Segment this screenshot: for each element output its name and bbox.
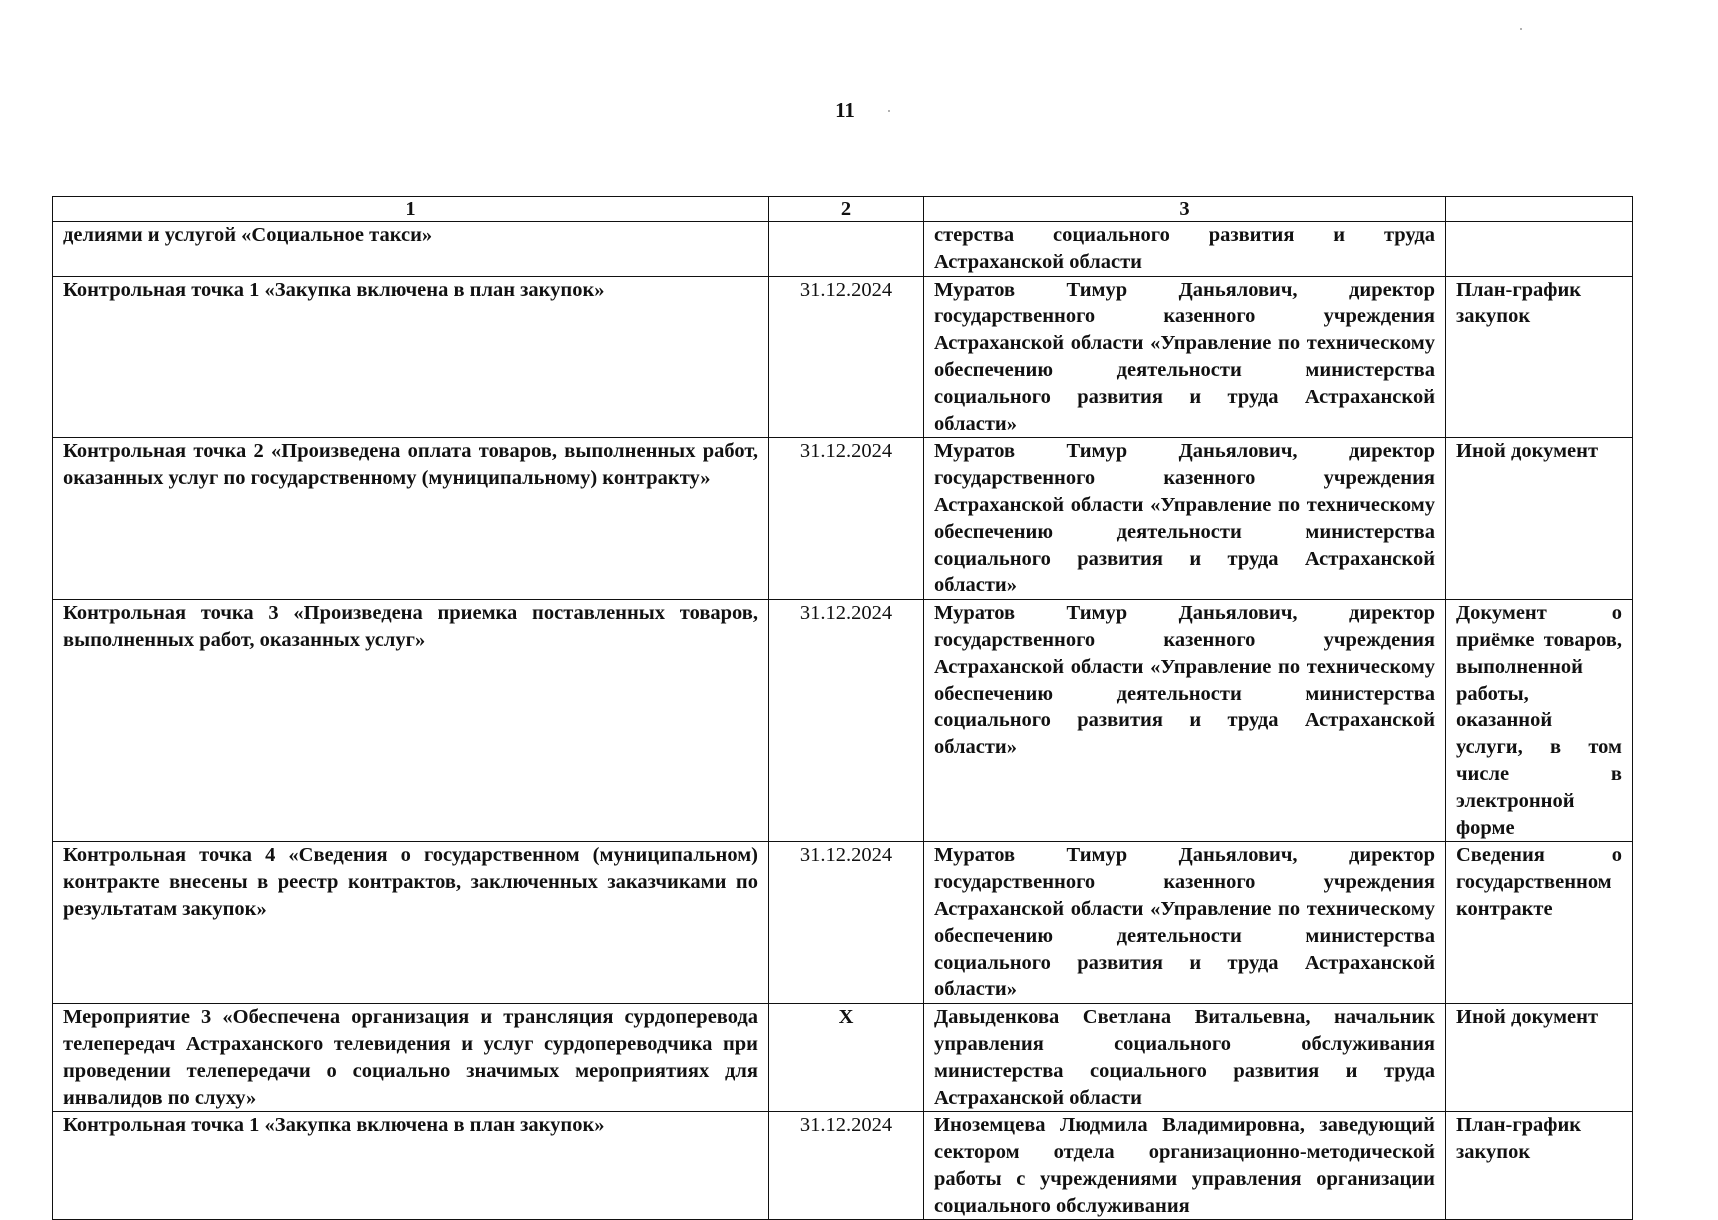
document-cell: Иной документ xyxy=(1446,438,1633,600)
responsible-cell: Муратов Тимур Даньялович, директор государственного казенного учреждения Астраханской области «Управление по техническому обеспечению деятельности министерства социального развития и труда Астраханской области» xyxy=(924,276,1446,438)
table-row xyxy=(53,1004,1633,1112)
date-cell: 31.12.2024 xyxy=(769,276,924,438)
table-row xyxy=(53,842,1633,1004)
document-cell: План-график закупок xyxy=(1446,1112,1633,1220)
item-cell: Контрольная точка 3 «Произведена приемка поставленных товаров, выполненных работ, оказанных услуг» xyxy=(53,600,769,842)
responsible-cell: Иноземцева Людмила Владимировна, заведующий сектором отдела организационно-методической работы с учреждениями управления организации социального обслуживания xyxy=(924,1112,1446,1220)
page-number: 11 xyxy=(835,98,855,122)
item-cell: Контрольная точка 1 «Закупка включена в план закупок» xyxy=(53,1112,769,1220)
responsible-cell: Муратов Тимур Даньялович, директор государственного казенного учреждения Астраханской области «Управление по техническому обеспечению деятельности министерства социального развития и труда Астраханской области» xyxy=(924,600,1446,842)
column-header-1: 1 xyxy=(53,197,769,222)
document-cell: Сведения о государственном контракте xyxy=(1446,842,1633,1004)
item-cell: Контрольная точка 1 «Закупка включена в план закупок» xyxy=(53,276,769,438)
responsible-cell: Давыденкова Светлана Витальевна, начальник управления социального обслуживания министерства социального развития и труда Астраханской области xyxy=(924,1004,1446,1112)
document-cell: Документ о приёмке товаров, выполненной работы, оказанной услуги, в том числе в электронной форме xyxy=(1446,600,1633,842)
item-cell: Мероприятие 3 «Обеспечена организация и трансляция сурдоперевода телепередач Астраханского телевидения и услуг сурдопереводчика при проведении телепередачи о социально значимых мероприятиях для инвалидов по слуху» xyxy=(53,1004,769,1112)
date-cell: 31.12.2024 xyxy=(769,600,924,842)
date-cell: 31.12.2024 xyxy=(769,842,924,1004)
column-header-3: 3 xyxy=(924,197,1446,222)
item-cell: Контрольная точка 2 «Произведена оплата товаров, выполненных работ, оказанных услуг по государственному (муниципальному) контракту» xyxy=(53,438,769,600)
date-cell: X xyxy=(769,1004,924,1112)
table-row xyxy=(53,600,1633,842)
document-cell: План-график закупок xyxy=(1446,276,1633,438)
table-row xyxy=(53,222,1633,277)
column-header-4 xyxy=(1446,197,1633,222)
item-cell: Контрольная точка 4 «Сведения о государственном (муниципальном) контракте внесены в реестр контрактов, заключенных заказчиками по результатам закупок» xyxy=(53,842,769,1004)
date-cell xyxy=(769,222,924,277)
date-cell: 31.12.2024 xyxy=(769,1112,924,1220)
responsible-cell: Муратов Тимур Даньялович, директор государственного казенного учреждения Астраханской области «Управление по техническому обеспечению деятельности министерства социального развития и труда Астраханской области» xyxy=(924,842,1446,1004)
table-row xyxy=(53,276,1633,438)
column-header-2: 2 xyxy=(769,197,924,222)
control-points-table xyxy=(52,196,1633,1220)
table-row xyxy=(53,1112,1633,1220)
table-header-row xyxy=(53,197,1633,222)
date-cell: 31.12.2024 xyxy=(769,438,924,600)
document-cell xyxy=(1446,222,1633,277)
responsible-cell: стерства социального развития и труда Астраханской области xyxy=(924,222,1446,277)
table-row xyxy=(53,438,1633,600)
responsible-cell: Муратов Тимур Даньялович, директор государственного казенного учреждения Астраханской области «Управление по техническому обеспечению деятельности министерства социального развития и труда Астраханской области» xyxy=(924,438,1446,600)
scan-speck xyxy=(1520,28,1522,30)
document-cell: Иной документ xyxy=(1446,1004,1633,1112)
scan-speck xyxy=(888,110,890,112)
item-cell: делиями и услугой «Социальное такси» xyxy=(53,222,769,277)
